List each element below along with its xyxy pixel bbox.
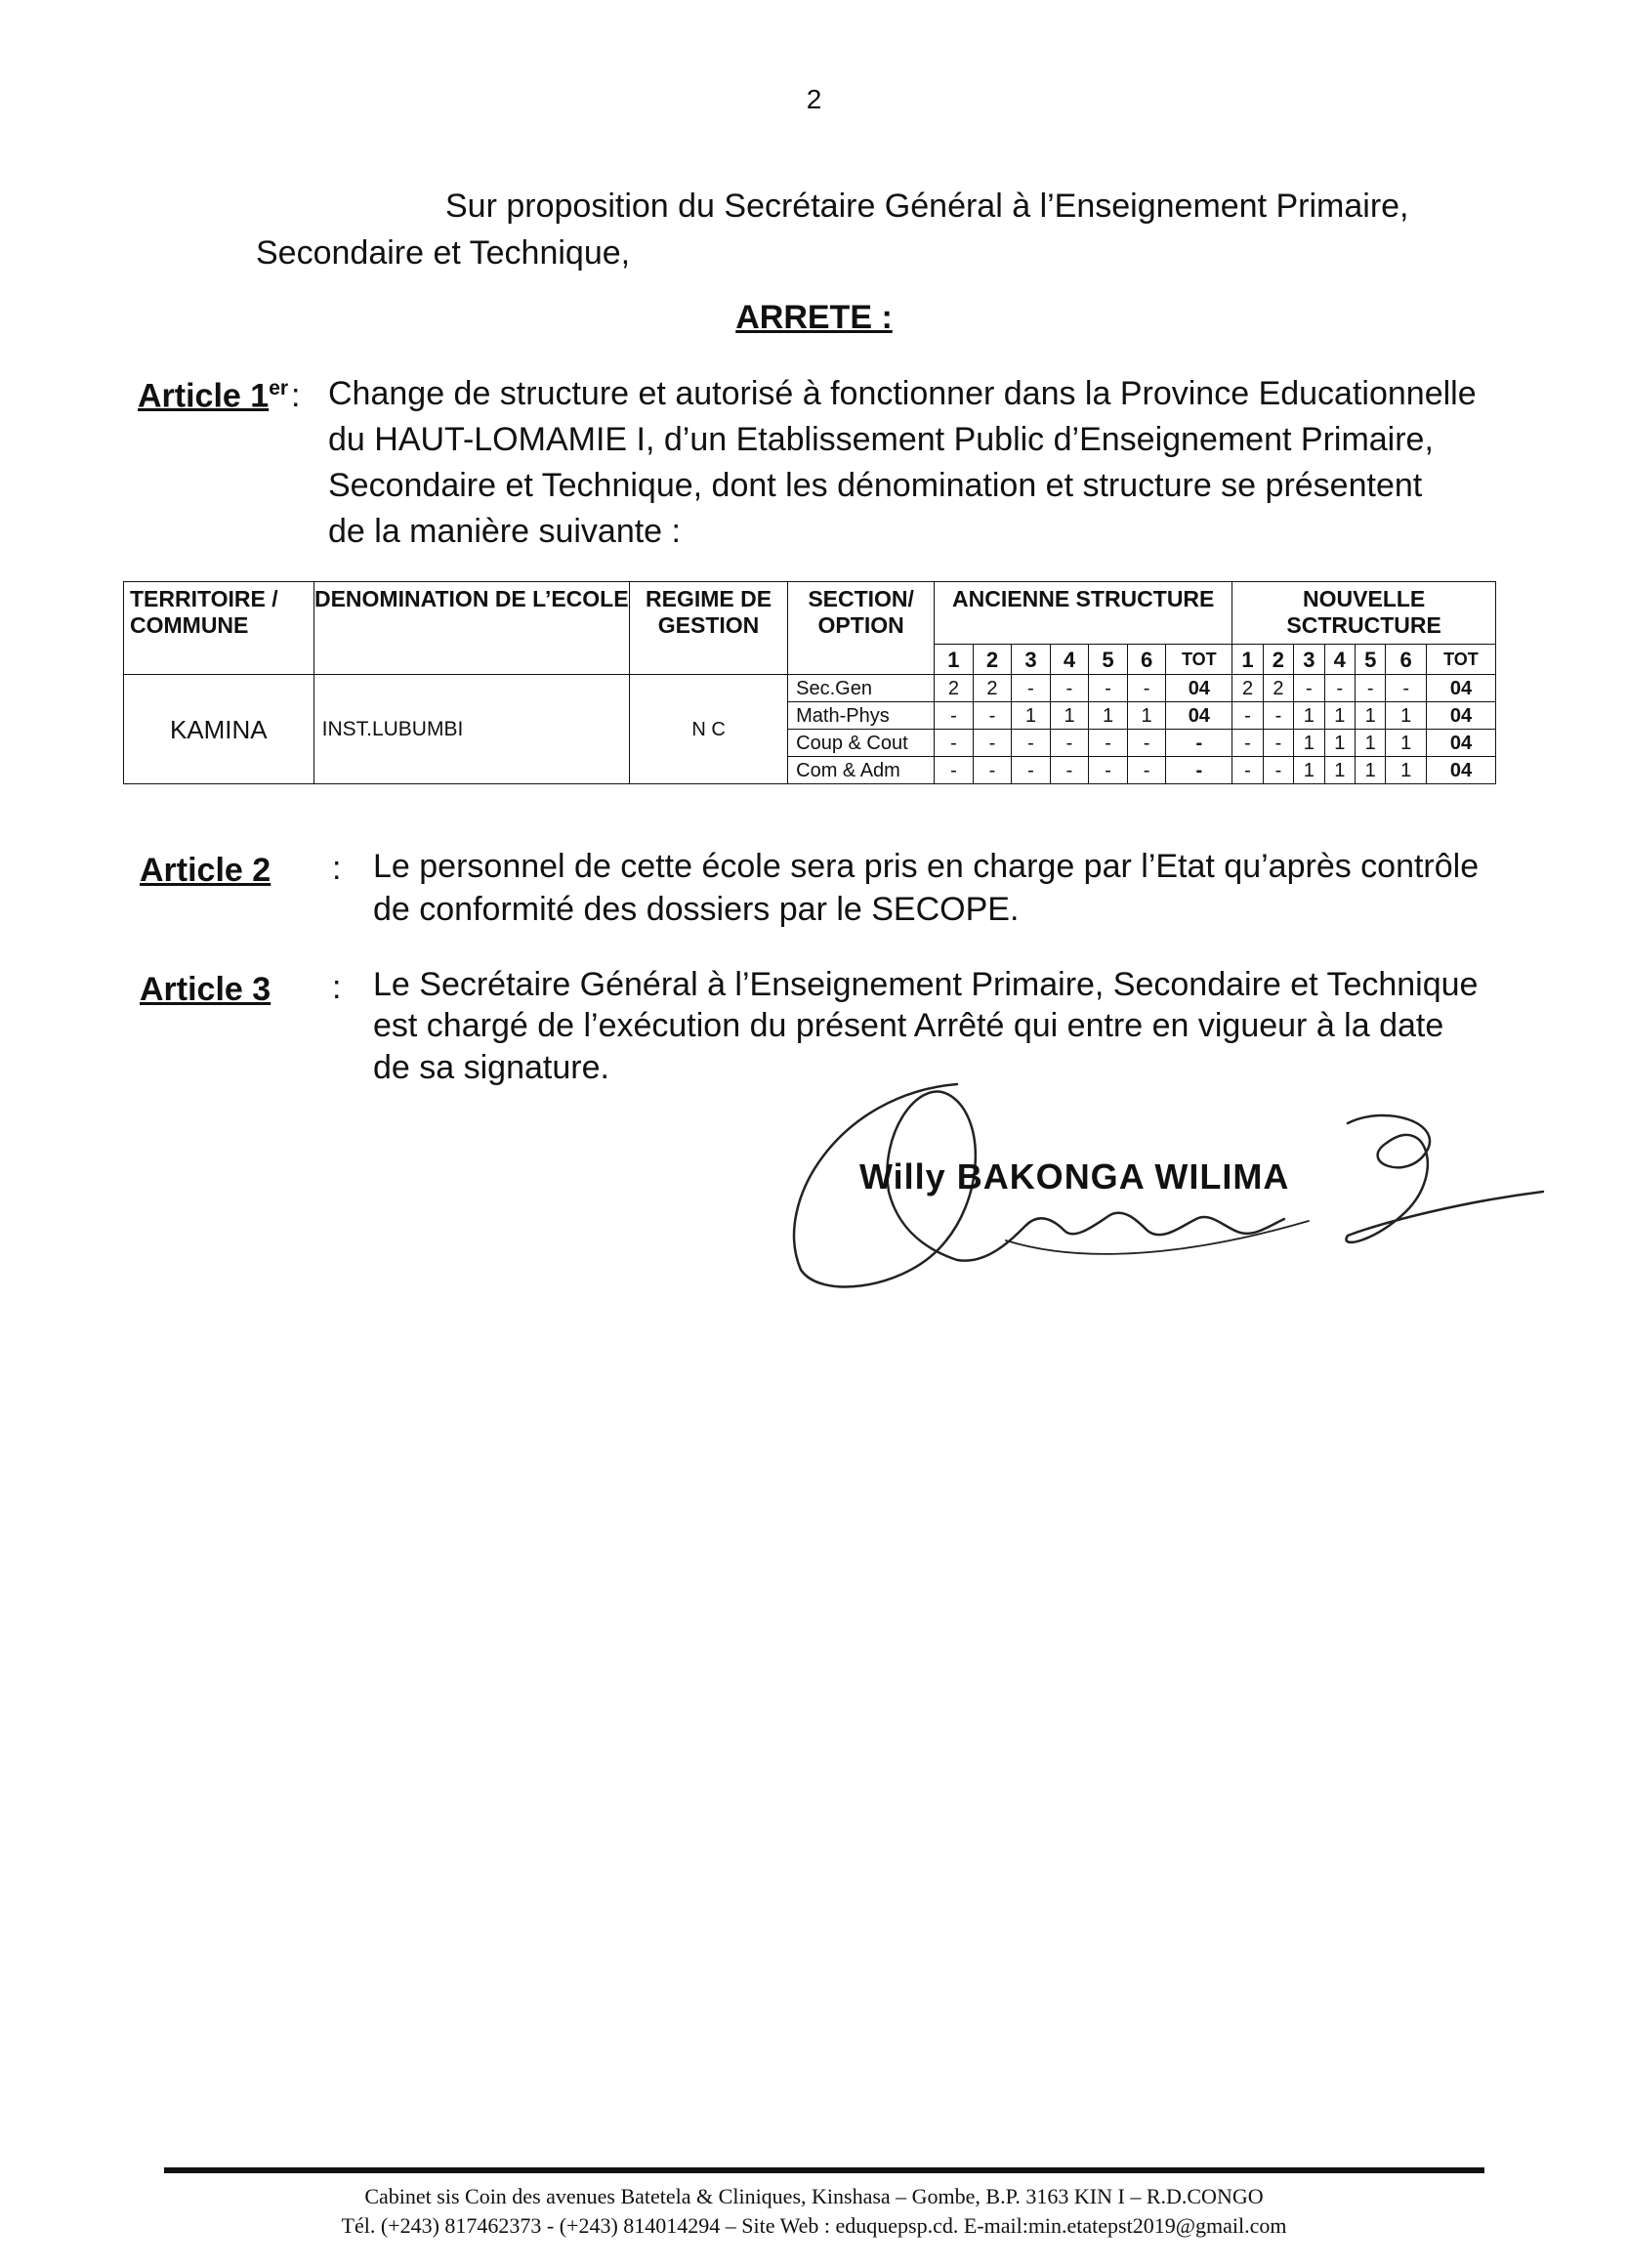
cell-value: - [1232, 702, 1263, 730]
nouvelle-year-3: 3 [1294, 645, 1324, 675]
cell-value: 2 [1263, 675, 1293, 702]
cell-value: - [1355, 675, 1385, 702]
cell-value: - [1386, 675, 1427, 702]
cell-value: - [1232, 730, 1263, 757]
table-header-row [124, 582, 1496, 645]
cell-value: 1 [1324, 757, 1355, 784]
intro-line-1: Sur proposition du Secrétaire Général à l’Enseignement Primaire, [445, 188, 1409, 225]
cell-value: 1 [1324, 730, 1355, 757]
cell-value: - [973, 757, 1012, 784]
cell-value: 2 [935, 675, 974, 702]
cell-section: Math-Phys [788, 702, 935, 730]
nouvelle-year-5: 5 [1355, 645, 1385, 675]
cell-value: - [1127, 730, 1166, 757]
cell-section: Com & Adm [788, 757, 935, 784]
article-2-line-1: Le personnel de cette école sera pris en charge par l’Etat qu’après contrôle [373, 848, 1480, 885]
article-3-line-2: est chargé de l’exécution du présent Arrêté qui entre en vigueur à la date [373, 1007, 1444, 1044]
article-1-line-4: de la manière suivante : [328, 513, 681, 550]
cell-value: - [1263, 730, 1293, 757]
ancienne-tot: TOT [1166, 645, 1232, 675]
article-3-label [140, 971, 271, 1009]
nouvelle-year-2: 2 [1263, 645, 1293, 675]
cell-total: 04 [1166, 702, 1232, 730]
structure-table [123, 581, 1496, 784]
article-1-label [138, 377, 288, 415]
arrete-heading-text: ARRETE : [735, 299, 893, 336]
cell-value: - [1127, 757, 1166, 784]
cell-value: - [1263, 702, 1293, 730]
cell-value: - [1012, 757, 1051, 784]
cell-value: 1 [1089, 702, 1128, 730]
cell-value: 1 [1127, 702, 1166, 730]
cell-value: - [1089, 730, 1128, 757]
cell-value: - [1089, 675, 1128, 702]
article-3-line-1: Le Secrétaire Général à l’Enseignement Primaire, Secondaire et Technique [373, 966, 1479, 1003]
cell-value: 2 [1232, 675, 1263, 702]
cell-regime: N C [629, 675, 787, 784]
nouvelle-tot: TOT [1426, 645, 1495, 675]
cell-value: - [1324, 675, 1355, 702]
cell-value: - [1294, 675, 1324, 702]
ancienne-year-2: 2 [973, 645, 1012, 675]
ancienne-year-6: 6 [1127, 645, 1166, 675]
cell-value: 2 [973, 675, 1012, 702]
header-nouvelle-structure: NOUVELLE SCTRUCTURE [1232, 582, 1496, 645]
cell-value: 1 [1386, 702, 1427, 730]
nouvelle-year-1: 1 [1232, 645, 1263, 675]
cell-value: - [1263, 757, 1293, 784]
footer-contact: Tél. (+243) 817462373 - (+243) 814014294 – Site Web : eduquepsp.cd. E-mail:min.etatepst2019@gmail.com [341, 2213, 1287, 2238]
table-row [124, 675, 1496, 702]
cell-value: - [1050, 757, 1089, 784]
cell-value: - [973, 702, 1012, 730]
article-1-line-1: Change de structure et autorisé à fonctionner dans la Province Educationnelle [328, 375, 1477, 412]
article-1-superscript: er [269, 377, 289, 399]
article-3-label-text: Article 3 [140, 971, 271, 1008]
cell-value: 1 [1355, 757, 1385, 784]
cell-value: 1 [1012, 702, 1051, 730]
header-section: SECTION/ OPTION [788, 582, 935, 675]
arrete-heading [0, 299, 1628, 337]
cell-value: 1 [1355, 702, 1385, 730]
ancienne-year-3: 3 [1012, 645, 1051, 675]
cell-value: - [973, 730, 1012, 757]
article-3-line-3: de sa signature. [373, 1049, 609, 1086]
cell-value: - [1012, 730, 1051, 757]
cell-total: - [1166, 757, 1232, 784]
ancienne-year-4: 4 [1050, 645, 1089, 675]
cell-value: 1 [1050, 702, 1089, 730]
cell-value: 1 [1294, 757, 1324, 784]
nouvelle-year-4: 4 [1324, 645, 1355, 675]
header-territoire: TERRITOIRE / COMMUNE [124, 582, 314, 675]
cell-section: Sec.Gen [788, 675, 935, 702]
cell-total: 04 [1426, 675, 1495, 702]
header-ancienne-structure: ANCIENNE STRUCTURE [935, 582, 1232, 645]
cell-value: - [1127, 675, 1166, 702]
signatory-name: Willy BAKONGA WILIMA [859, 1156, 1290, 1197]
cell-value: 1 [1386, 730, 1427, 757]
page-number: 2 [806, 84, 822, 114]
cell-value: - [935, 757, 974, 784]
article-1-line-3: Secondaire et Technique, dont les dénomination et structure se présentent [328, 467, 1423, 504]
cell-value: - [1050, 675, 1089, 702]
cell-total: 04 [1426, 702, 1495, 730]
cell-value: 1 [1355, 730, 1385, 757]
nouvelle-year-6: 6 [1386, 645, 1427, 675]
cell-value: 1 [1386, 757, 1427, 784]
ancienne-year-5: 5 [1089, 645, 1128, 675]
cell-value: 1 [1294, 702, 1324, 730]
cell-total: 04 [1426, 730, 1495, 757]
article-3-colon: : [332, 969, 342, 1006]
article-2-label [140, 852, 271, 890]
article-2-label-text: Article 2 [140, 852, 271, 889]
cell-value: - [1050, 730, 1089, 757]
cell-value: - [935, 702, 974, 730]
cell-value: - [1089, 757, 1128, 784]
article-1-line-2: du HAUT-LOMAMIE I, d’un Etablissement Public d’Enseignement Primaire, [328, 421, 1434, 458]
intro-line-2: Secondaire et Technique, [256, 234, 631, 272]
cell-total: 04 [1166, 675, 1232, 702]
footer-address: Cabinet sis Coin des avenues Batetela & Cliniques, Kinshasa – Gombe, B.P. 3163 KIN I – R.D.CONGO [364, 2184, 1264, 2208]
cell-ecole: INST.LUBUMBI [313, 675, 629, 784]
article-2-line-2: de conformité des dossiers par le SECOPE. [373, 891, 1020, 928]
ancienne-year-1: 1 [935, 645, 974, 675]
footer-divider [164, 2167, 1484, 2173]
cell-total: - [1166, 730, 1232, 757]
cell-section: Coup & Cout [788, 730, 935, 757]
header-denomination: DENOMINATION DE L’ECOLE [313, 582, 629, 675]
article-1-label-text: Article 1 [138, 377, 270, 415]
cell-value: - [935, 730, 974, 757]
article-1-colon: : [291, 377, 301, 414]
cell-territoire: KAMINA [124, 675, 314, 784]
cell-value: - [1232, 757, 1263, 784]
article-2-colon: : [332, 850, 342, 887]
header-regime: REGIME DE GESTION [629, 582, 787, 675]
cell-value: 1 [1294, 730, 1324, 757]
cell-value: - [1012, 675, 1051, 702]
cell-value: 1 [1324, 702, 1355, 730]
cell-total: 04 [1426, 757, 1495, 784]
